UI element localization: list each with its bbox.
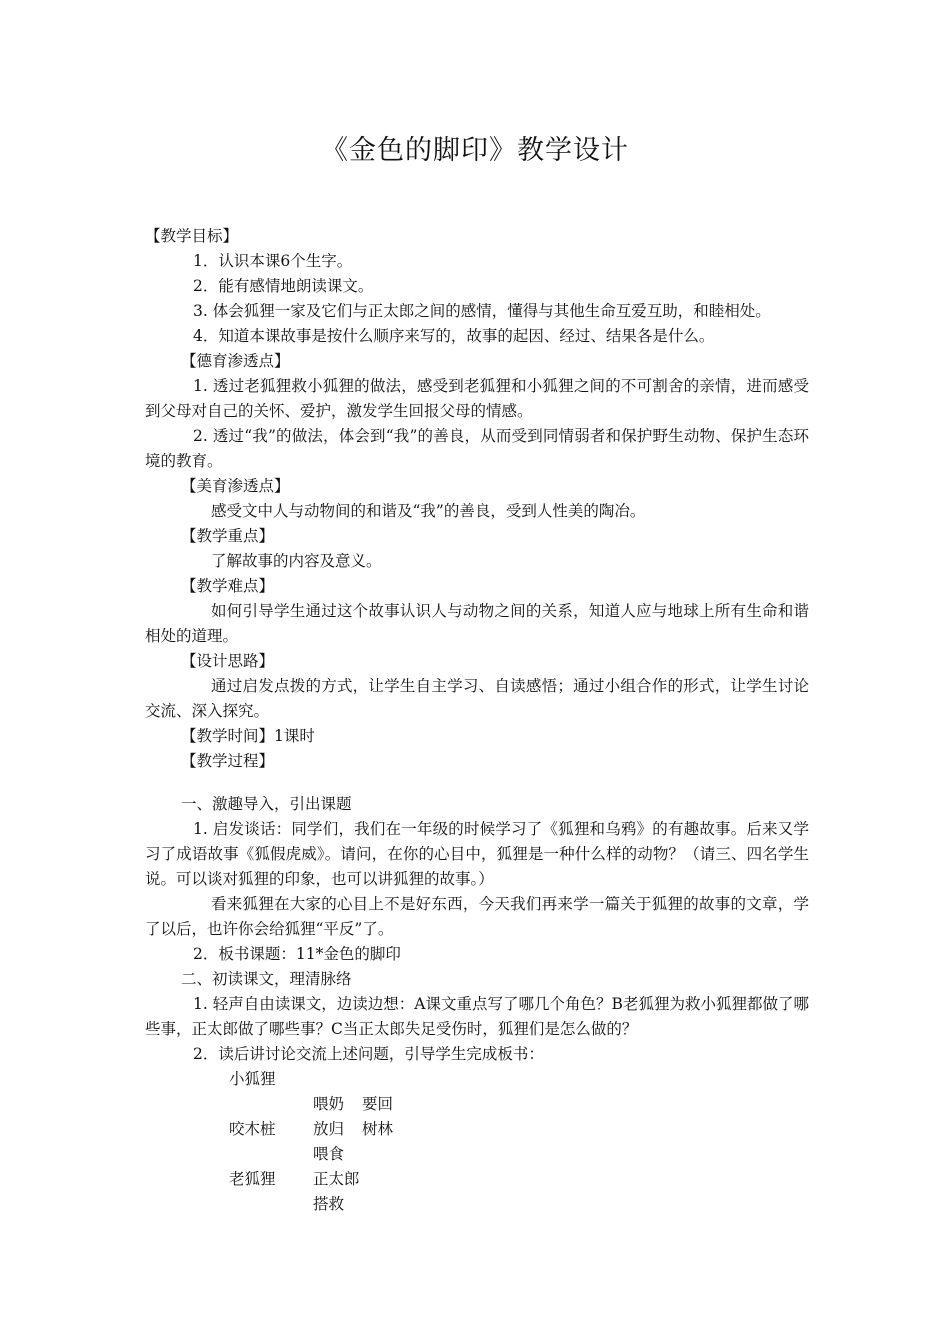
goals-heading: 【教学目标】 — [145, 227, 239, 245]
board-item: 喂食 — [313, 1145, 345, 1163]
aesthetic-text: 感受文中人与动物间的和谐及“我”的善良，受到人性美的陶冶。 — [211, 502, 646, 520]
section-2-title: 二、初读课文，理清脉络 — [181, 970, 352, 988]
time-line: 【教学时间】1课时 — [181, 727, 315, 745]
goal-item: 1．认识本课6个生字。 — [193, 252, 353, 270]
board-item: 喂奶 — [313, 1095, 345, 1113]
document-body — [145, 224, 809, 1213]
spacer — [145, 774, 809, 792]
board-item: 正太郎 — [313, 1170, 360, 1188]
moral-item: 1. 透过老狐狸救小狐狸的做法，感受到老狐狸和小狐狸之间的不可割舍的亲情，进而感受到父母对自己的关怀、爱护，激发学生回报父母的情感。 — [145, 377, 809, 420]
blackboard-outline — [229, 1067, 809, 1213]
board-item: 要回 — [362, 1095, 394, 1113]
board-item: 咬木桩 — [229, 1120, 276, 1138]
board-item: 老狐狸 — [229, 1170, 276, 1188]
moral-heading: 【德育渗透点】 — [181, 352, 290, 370]
section-1-title: 一、激趣导入，引出课题 — [181, 795, 352, 813]
section-1-paragraph: 看来狐狸在大家的心目上不是好东西，今天我们再来学一篇关于狐狸的故事的文章，学了以后，也许你会给狐狸“平反”了。 — [145, 895, 809, 938]
key-point-heading: 【教学重点】 — [181, 527, 275, 545]
goal-item: 2．能有感情地朗读课文。 — [193, 277, 374, 295]
moral-item: 2. 透过“我”的做法，体会到“我”的善良，从而受到同情弱者和保护野生动物、保护生态环境的教育。 — [145, 427, 809, 470]
goal-item: 3. 体会狐狸一家及它们与正太郎之间的感情，懂得与其他生命互爱互助，和睦相处。 — [193, 302, 771, 320]
key-point-text: 了解故事的内容及意义。 — [211, 552, 382, 570]
section-2-paragraph: 2．读后讲讨论交流上述问题，引导学生完成板书： — [193, 1045, 544, 1063]
board-item: 放归 — [313, 1120, 345, 1138]
document-title: 《金色的脚印》教学设计 — [321, 135, 629, 166]
board-item: 树林 — [362, 1120, 394, 1138]
aesthetic-heading: 【美育渗透点】 — [181, 477, 290, 495]
section-1-paragraph: 1. 启发谈话：同学们，我们在一年级的时候学习了《狐狸和乌鸦》的有趣故事。后来又学习了成语故事《狐假虎威》。请问，在你的心目中，狐狸是一种什么样的动物？（请三、四名学生说。可以谈对狐狸的印象，也可以讲狐狸的故事。） — [145, 820, 809, 888]
design-text: 通过启发点拨的方式，让学生自主学习、自读感悟；通过小组合作的形式，让学生讨论交流、深入探究。 — [145, 677, 809, 720]
goal-item: 4．知道本课故事是按什么顺序来写的，故事的起因、经过、结果各是什么。 — [193, 327, 715, 345]
process-heading: 【教学过程】 — [181, 752, 275, 770]
difficulty-heading: 【教学难点】 — [181, 577, 275, 595]
board-item: 小狐狸 — [229, 1070, 276, 1088]
section-2-paragraph: 1. 轻声自由读课文，边读边想：A课文重点写了哪几个角色？B老狐狸为救小狐狸都做了哪些事，正太郎做了哪些事？C当正太郎失足受伤时，狐狸们是怎么做的？ — [145, 995, 809, 1038]
design-heading: 【设计思路】 — [181, 652, 275, 670]
board-item: 搭救 — [313, 1195, 345, 1213]
section-1-paragraph: 2．板书课题：11*金色的脚印 — [193, 945, 401, 963]
difficulty-text: 如何引导学生通过这个故事认识人与动物之间的关系，知道人应与地球上所有生命和谐相处的道理。 — [145, 602, 809, 645]
